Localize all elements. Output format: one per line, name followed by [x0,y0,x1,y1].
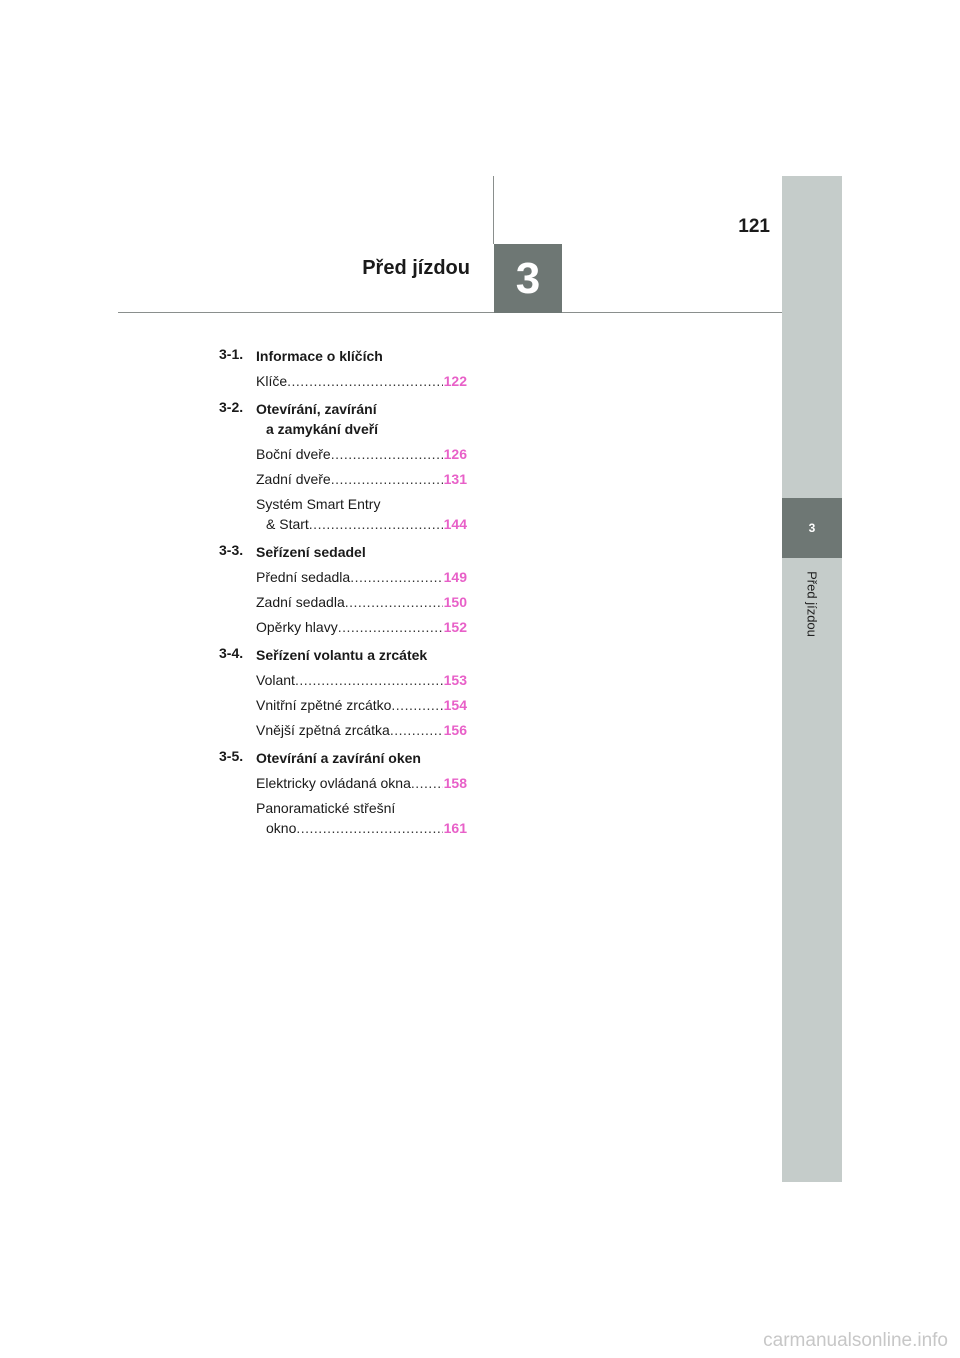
table-of-contents [219,346,467,838]
entry-label: Volant [256,672,295,688]
entry-page-link[interactable]: 149 [443,569,467,585]
toc-section [219,346,467,366]
entry-label-continuation: & Start [266,516,309,532]
entry-label: Přední sedadla [256,569,351,585]
section-title-continuation: a zamykání dveří [266,421,379,437]
entry-label: Systém Smart Entry [256,496,381,512]
toc-entry[interactable] [256,695,467,715]
leader-dots [309,514,443,534]
entry-label: Panoramatické střešní [256,800,396,816]
toc-entry[interactable] [256,670,467,690]
section-title-line: Seřízení sedadel [256,544,366,560]
section-title [256,542,366,562]
section-title-line: Otevírání, zavírání [256,401,377,417]
page-number: 121 [738,216,770,237]
entry-page-link[interactable]: 131 [443,471,467,487]
section-number: 3-3. [219,542,244,558]
toc-section [219,399,467,439]
entry-page-link[interactable]: 158 [443,775,467,791]
entry-label: Boční dveře [256,446,331,462]
side-strip [782,176,842,1182]
toc-entry[interactable] [256,617,467,637]
entry-page-link[interactable]: 156 [443,722,467,738]
header-horizontal-rule [118,312,782,313]
section-title [256,645,427,665]
toc-entry[interactable] [256,469,467,489]
entry-page-link[interactable]: 161 [443,820,467,836]
toc-entry[interactable] [256,773,467,793]
leader-dots [331,469,443,489]
chapter-number-box [494,244,562,313]
section-number: 3-5. [219,748,244,764]
leader-dots [390,720,443,740]
section-title-line: Otevírání a zavírání oken [256,750,421,766]
leader-dots [295,670,443,690]
side-tab-number: 3 [808,521,816,535]
entry-page-link[interactable]: 126 [443,446,467,462]
side-chapter-tab[interactable] [782,498,842,558]
entry-label: Zadní sedadla [256,594,345,610]
entry-label: Klíče [256,373,288,389]
entry-page-link[interactable]: 122 [443,373,467,389]
section-number: 3-2. [219,399,244,415]
toc-entry[interactable] [256,567,467,587]
leader-dots [338,617,443,637]
toc-section [219,645,467,665]
chapter-title: Před jízdou [362,257,470,279]
toc-entry[interactable] [256,798,467,838]
leader-dots [296,818,442,838]
section-title-line: Seřízení volantu a zrcátek [256,647,428,663]
toc-section [219,748,467,768]
toc-entry[interactable] [256,494,467,534]
entry-label: Vnější zpětná zrcátka [256,722,390,738]
leader-dots [331,444,443,464]
leader-dots [287,371,443,391]
section-title [256,399,378,439]
toc-entry[interactable] [256,371,467,391]
entry-label: Vnitřní zpětné zrcátko [256,697,392,713]
entry-page-link[interactable]: 150 [443,594,467,610]
toc-entry[interactable] [256,592,467,612]
toc-entry[interactable] [256,444,467,464]
entry-page-link[interactable]: 152 [443,619,467,635]
leader-dots [350,567,442,587]
section-title-line: Informace o klíčích [256,348,383,364]
side-chapter-label: Před jízdou [804,571,820,637]
leader-dots [411,773,443,793]
toc-section [219,542,467,562]
entry-label-continuation: okno [266,820,297,836]
entry-page-link[interactable]: 153 [443,672,467,688]
entry-page-link[interactable]: 144 [443,516,467,532]
section-title [256,748,421,768]
entry-label: Opěrky hlavy [256,619,338,635]
footer-watermark: carmanualsonline.info [763,1330,948,1351]
section-title [256,346,383,366]
entry-label: Zadní dveře [256,471,331,487]
header-vertical-rule [493,176,494,244]
toc-entry[interactable] [256,720,467,740]
leader-dots [391,695,442,715]
section-number: 3-4. [219,645,244,661]
entry-page-link[interactable]: 154 [443,697,467,713]
chapter-number: 3 [515,253,541,303]
section-number: 3-1. [219,346,244,362]
entry-label: Elektricky ovládaná okna [256,775,411,791]
leader-dots [345,592,443,612]
